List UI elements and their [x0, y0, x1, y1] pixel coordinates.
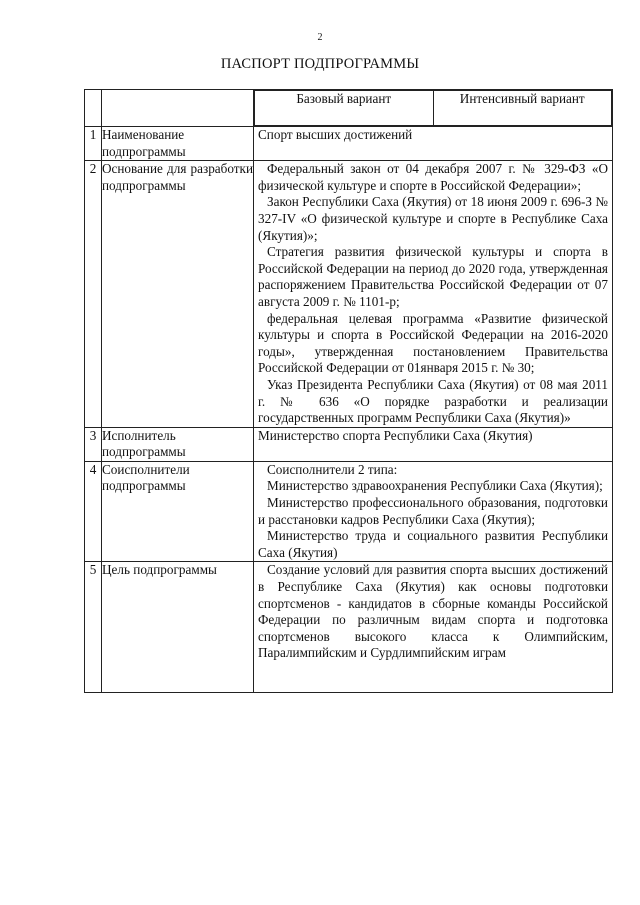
table-row [85, 161, 613, 428]
value-paragraph: Стратегия развития физической культуры и спорта в Российской Федерации на период до 2020 года, утвержденная распоряжением Правительства Российской Федерации от 07 августа 2009 г. № 1101-р; [258, 244, 608, 309]
value-paragraph: Министерство здравоохранения Республики Саха (Якутия); [267, 478, 603, 494]
row-number: 5 [85, 562, 102, 693]
value-paragraph: Указ Президента Республики Саха (Якутия) от 08 мая 2011 г. № 636 «О порядке разработки и реализации государственных программ Республики Саха (Якутия)» [258, 376, 608, 426]
row-number: 1 [85, 127, 102, 161]
row-value [254, 161, 613, 428]
row-number: 4 [85, 461, 102, 562]
variant-intensive: Интенсивный вариант [433, 91, 612, 126]
row-value [254, 127, 613, 161]
value-paragraph: Министерство спорта Республики Саха (Якутия) [258, 427, 533, 443]
document-title: ПАСПОРТ ПОДПРОГРАММЫ [220, 56, 420, 72]
variants-table [254, 90, 612, 126]
page-number: 2 [317, 32, 323, 43]
table-row [85, 562, 613, 693]
row-label: Исполнитель подпрограммы [102, 427, 254, 461]
row-label: Соисполнители подпрограммы [102, 461, 254, 562]
row-number: 3 [85, 427, 102, 461]
row-value [254, 461, 613, 562]
row-label: Наименование подпрограммы [102, 127, 254, 161]
table-header-row [85, 90, 613, 127]
row-label: Цель подпрограммы [102, 562, 254, 693]
value-paragraph: Закон Республики Саха (Якутия) от 18 июня 2009 г. 696-З № 327-IV «О физической культуре и спорте в Республике Саха (Якутия)»; [258, 194, 608, 243]
row-label: Основание для разработки подпрограммы [102, 161, 254, 428]
table-row [85, 461, 613, 562]
row-value [254, 427, 613, 461]
row-number: 2 [85, 161, 102, 428]
header-variants-cell [254, 90, 613, 127]
row-value [254, 562, 613, 693]
passport-table [84, 89, 613, 693]
value-paragraph: федеральная целевая программа «Развитие физической культуры и спорта в Российской Федерации на 2016-2020 годы», утвержденная постановлением Правительства Российской Федерации от 01января 2015 г. № 30; [258, 310, 608, 376]
variant-base: Базовый вариант [255, 91, 434, 126]
table-row [85, 127, 613, 161]
value-paragraph: Создание условий для развития спорта высших достижений в Республике Саха (Якутия) как основы подготовки спортсменов - кандидатов в сборные команды Российской Федерации по различным видам спорта и подготовка спортсменов высокого класса к Олимпийским, Паралимпийским и Сурдлимпийским играм [258, 562, 608, 661]
header-num-cell [85, 90, 102, 127]
value-paragraph: Спорт высших достижений [258, 127, 413, 142]
value-paragraph: Федеральный закон от 04 декабря 2007 г. № 329-ФЗ «О физической культуре и спорте в Российской Федерации»; [258, 161, 608, 193]
value-paragraph: Министерство профессионального образования, подготовки и расстановки кадров Республики Саха (Якутия); [258, 495, 608, 527]
value-paragraph: Министерство труда и социального развития Республики Саха (Якутия) [258, 528, 608, 560]
table-row [85, 427, 613, 461]
header-name-cell [102, 90, 254, 127]
value-paragraph: Соисполнители 2 типа: [267, 461, 398, 477]
